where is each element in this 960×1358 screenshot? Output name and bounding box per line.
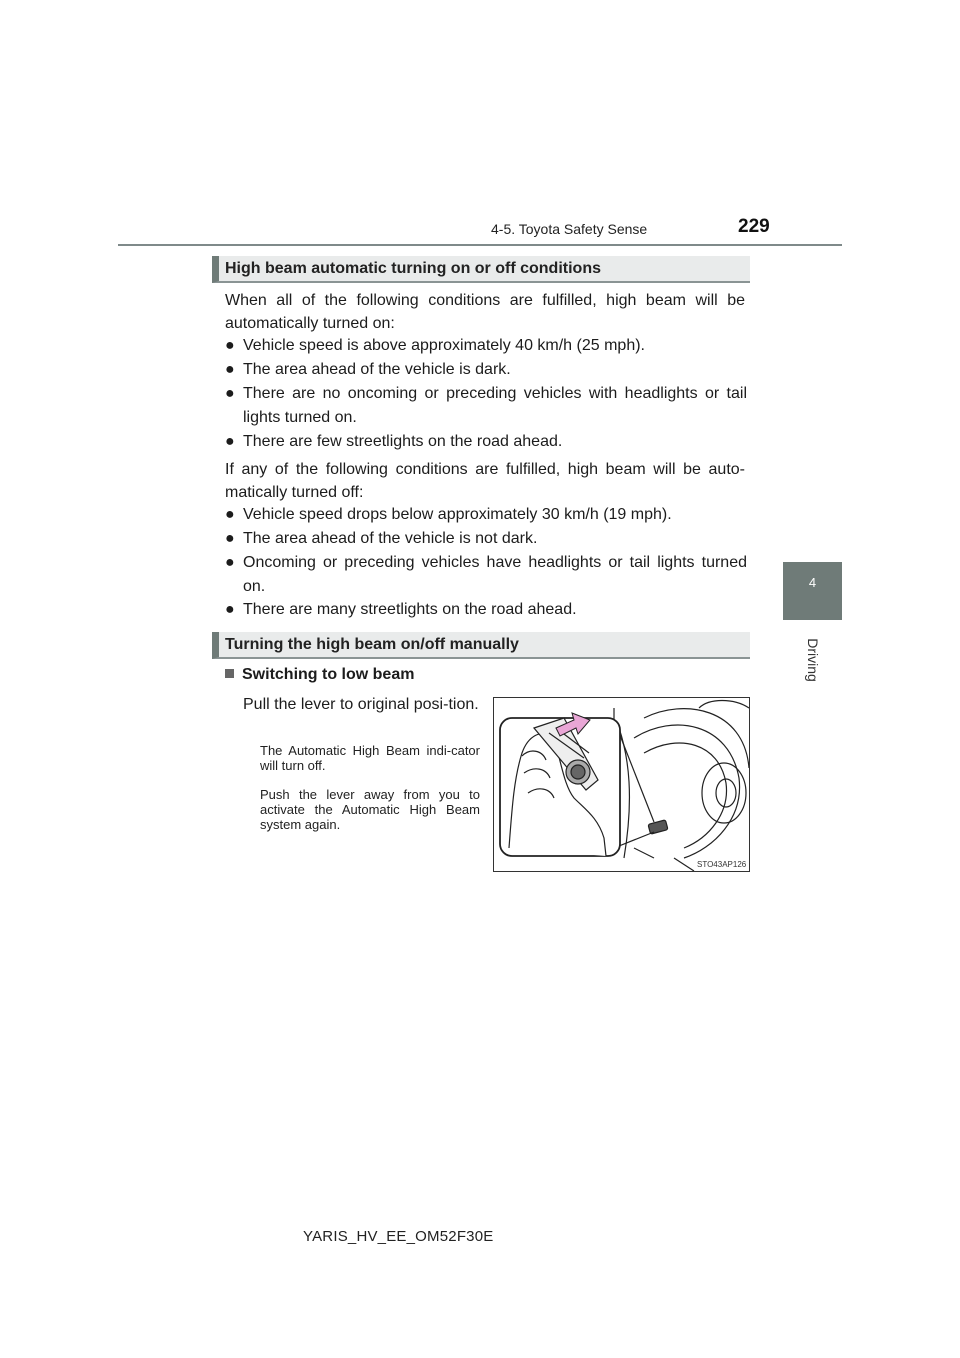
header-rule [118,244,842,246]
square-bullet-icon [225,669,234,678]
bullet-icon: ● [225,337,235,354]
lever-illustration [493,697,750,872]
bullet-icon: ● [225,361,235,378]
paragraph-on-intro: When all of the following conditions are fulfilled, high beam will be automatically turned on: [225,292,745,332]
bullet-icon: ● [225,433,235,450]
lever-diagram [494,698,749,871]
instruction-text: Pull the lever to original posi-tion. [243,696,479,713]
bullet-icon: ● [225,554,235,571]
bullet-icon: ● [225,601,235,618]
chapter-tab [783,562,842,620]
running-header-section: 4-5. Toyota Safety Sense [491,221,648,237]
section-title: High beam automatic turning on or off conditions [225,260,601,277]
section-header-auto-conditions [212,256,750,283]
section-title: Turning the high beam on/off manually [225,636,519,653]
subheading-low-beam: Switching to low beam [225,666,414,684]
note-text: The Automatic High Beam indi-cator will turn off. [260,743,480,773]
bullet-icon: ● [225,530,235,547]
bullet-icon: ● [225,506,235,523]
figure-code: STO43AP126 [697,860,747,869]
chapter-tab-label: Driving [805,638,821,682]
chapter-tab-number: 4 [808,575,817,590]
page-number: 229 [738,216,770,237]
paragraph-off-intro: If any of the following conditions are fulfilled, high beam will be auto-matically turned off: [225,461,745,501]
document-code: YARIS_HV_EE_OM52F30E [303,1228,494,1245]
bullet-icon: ● [225,385,235,402]
section-header-manual [212,632,750,659]
note-text: Push the lever away from you to activate the Automatic High Beam system again. [260,787,480,832]
